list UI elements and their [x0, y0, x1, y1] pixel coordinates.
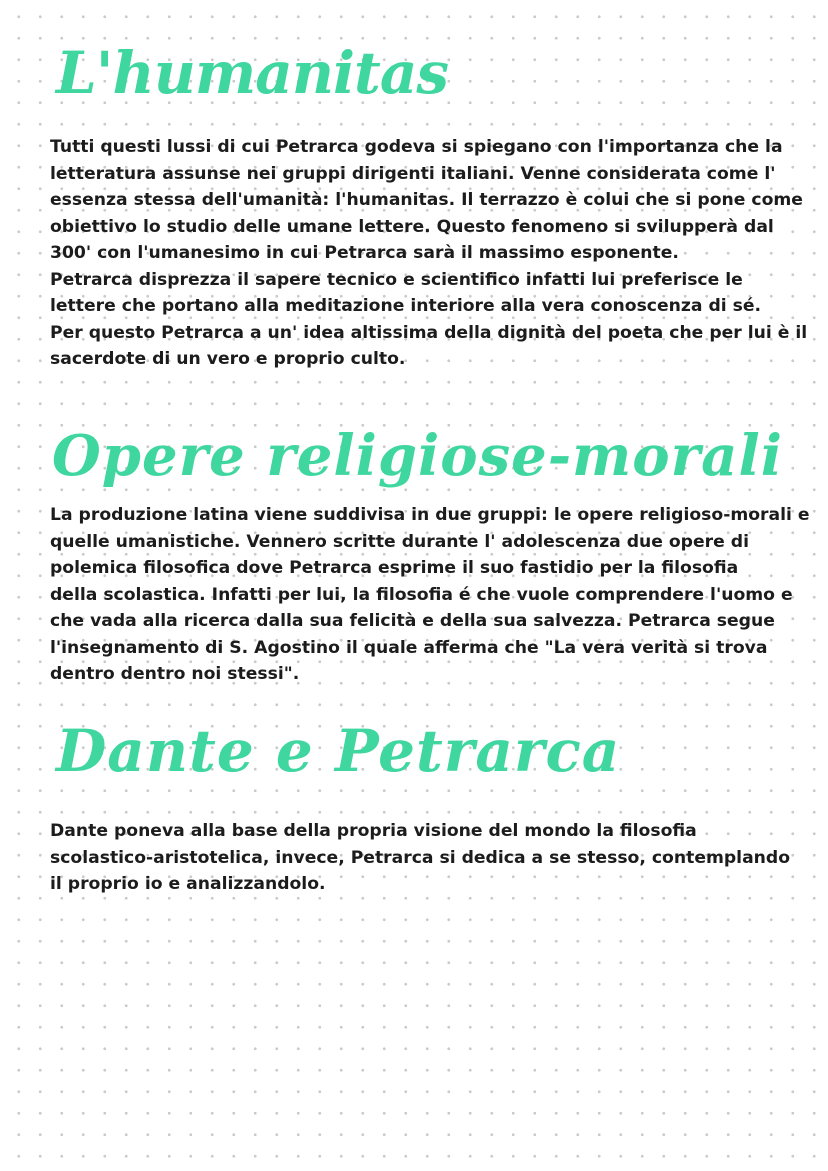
text-line: polemica filosofica dove Petrarca esprime il suo fastidio per la filosofia [50, 558, 739, 578]
text-line: Per questo Petrarca a un' idea altissima della dignità del poeta che per lui è il [50, 322, 808, 343]
text-line: letteratura assunse nei gruppi dirigenti italiani. Venne considerata come l' [50, 163, 776, 184]
text-line: Dante poneva alla base della propria visione del mondo la filosofia [50, 821, 697, 841]
text-line: La produzione latina viene suddivisa in due gruppi: le opere religioso-morali e [50, 505, 810, 525]
section-text-humanitas [50, 134, 808, 373]
text-line: lettere che portano alla meditazione interiore alla vera conoscenza di sé. [50, 296, 762, 316]
text-line: della scolastica. Infatti per lui, la filosofia é che vuole comprendere l'uomo e [50, 584, 793, 605]
text-line: essenza stessa dell'umanità: l'humanitas. Il terrazzo è colui che si pone come [50, 190, 803, 210]
text-line: dentro dentro noi stessi". [50, 664, 300, 684]
text-line: Petrarca disprezza il sapere tecnico e scientifico infatti lui preferisce le [50, 269, 743, 290]
text-line: quelle umanistiche. Vennero scritte durante l' adolescenza due opere di [50, 531, 749, 552]
text-line: sacerdote di un vero e proprio culto. [50, 349, 406, 369]
text-line: 300' con l'umanesimo in cui Petrarca sarà il massimo esponente. [50, 243, 679, 263]
section-text-dante-e-petrarca [50, 818, 800, 898]
text-line: scolastico-aristotelica, invece, Petrarca si dedica a se stesso, contemplando [50, 847, 791, 868]
text-line: il proprio io e analizzandolo. [50, 874, 326, 894]
text-line: Tutti questi lussi di cui Petrarca godeva si spiegano con l'importanza che la [50, 137, 783, 157]
section-text-opere-religiose-morali [50, 502, 810, 688]
section-title-humanitas: L'humanitas [56, 39, 449, 107]
text-line: obiettivo lo studio delle umane lettere. Questo fenomeno si svilupperà dal [50, 216, 774, 237]
text-line: l'insegnamento di S. Agostino il quale afferma che "La vera verità si trova [50, 637, 768, 658]
section-title-opere-religiose-morali: Opere religiose-morali [52, 423, 783, 489]
section-title-dante-e-petrarca: Dante e Petrarca [56, 717, 621, 785]
text-line: che vada alla ricerca dalla sua felicità e della sua salvezza. Petrarca segue [50, 611, 775, 631]
